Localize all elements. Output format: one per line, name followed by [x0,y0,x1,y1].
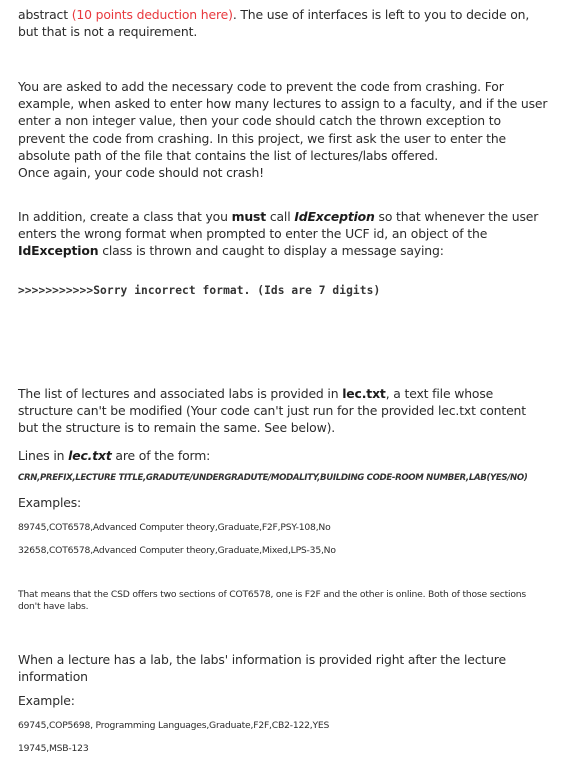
text-call: call [266,209,295,224]
example-line-4: 19745,MSB-123 [18,743,89,754]
file-name-lec-2: lec.txt [68,448,112,463]
example-line-3: 69745,COP5698, Programming Languages,Graduate,F2F,CB2-122,YES [18,720,330,731]
error-message-code: >>>>>>>>>>>Sorry incorrect format. (Ids are 7 digits) [18,284,381,297]
text-list-of-lectures: The list of lectures and associated labs is provided in [18,386,343,401]
text-interfaces: . The use of interfaces is left to you to decide on, but that is not a requirement. [18,7,530,40]
text-no-crash: Once again, your code should not crash! [18,165,264,181]
paragraph-idexception [18,208,548,260]
line-format: CRN,PREFIX,LECTURE TITLE,GRADUTE/UNDERGRADUTE/MODALITY,BUILDING CODE-ROOM NUMBER,LAB(YES/NO) [18,473,528,483]
paragraph-exceptions [18,78,548,181]
note-two-sections: That means that the CSD offers two sections of COT6578, one is F2F and the other is online. Both of those sections don't have labs. [18,589,526,612]
class-name-idexception: IdException [294,209,375,224]
text-exceptions: You are asked to add the necessary code to prevent the code from crashing. For example, when asked to enter how many lectures to assign to a faculty, and if the user enter a non integer value, then your code should catch the thrown exception to prevent the code from crashing. In this project, we first ask the user to enter the absolute path of the file that contains the list of lectures/labs offered. [18,79,548,163]
example-line-2: 32658,COT6578,Advanced Computer theory,Graduate,Mixed,LPS-35,No [18,545,336,556]
text-display-message: class is thrown and caught to display a message saying: [98,243,444,259]
text-abstract: abstract [18,7,72,22]
file-name-lec: lec.txt [342,386,386,401]
paragraph-lines-form [18,447,548,464]
example-label: Example: [18,693,75,708]
paragraph-abstract [18,6,548,40]
deduction-note: (10 points deduction here) [71,7,233,22]
examples-label: Examples: [18,495,82,510]
text-create-class: In addition, create a class that you [18,209,232,224]
text-wrong-format: so that whenever the user enters the wrong format when prompted to enter the UCF id, an object of the [18,209,539,242]
text-must: must [231,209,267,224]
example-line-1: 89745,COT6578,Advanced Computer theory,Graduate,F2F,PSY-108,No [18,522,331,533]
paragraph-lab-info: When a lecture has a lab, the labs' information is provided right after the lecture information [18,652,506,685]
paragraph-lec-file [18,385,548,437]
text-lines-in: Lines in [18,448,69,463]
class-name-idexception-2: IdException [18,243,99,259]
text-structure: , a text file whose structure can't be modified (Your code can't just run for the provided lec.txt content but the structure is to remain the same. See below). [18,386,526,436]
text-are-of-form: are of the form: [111,448,211,463]
